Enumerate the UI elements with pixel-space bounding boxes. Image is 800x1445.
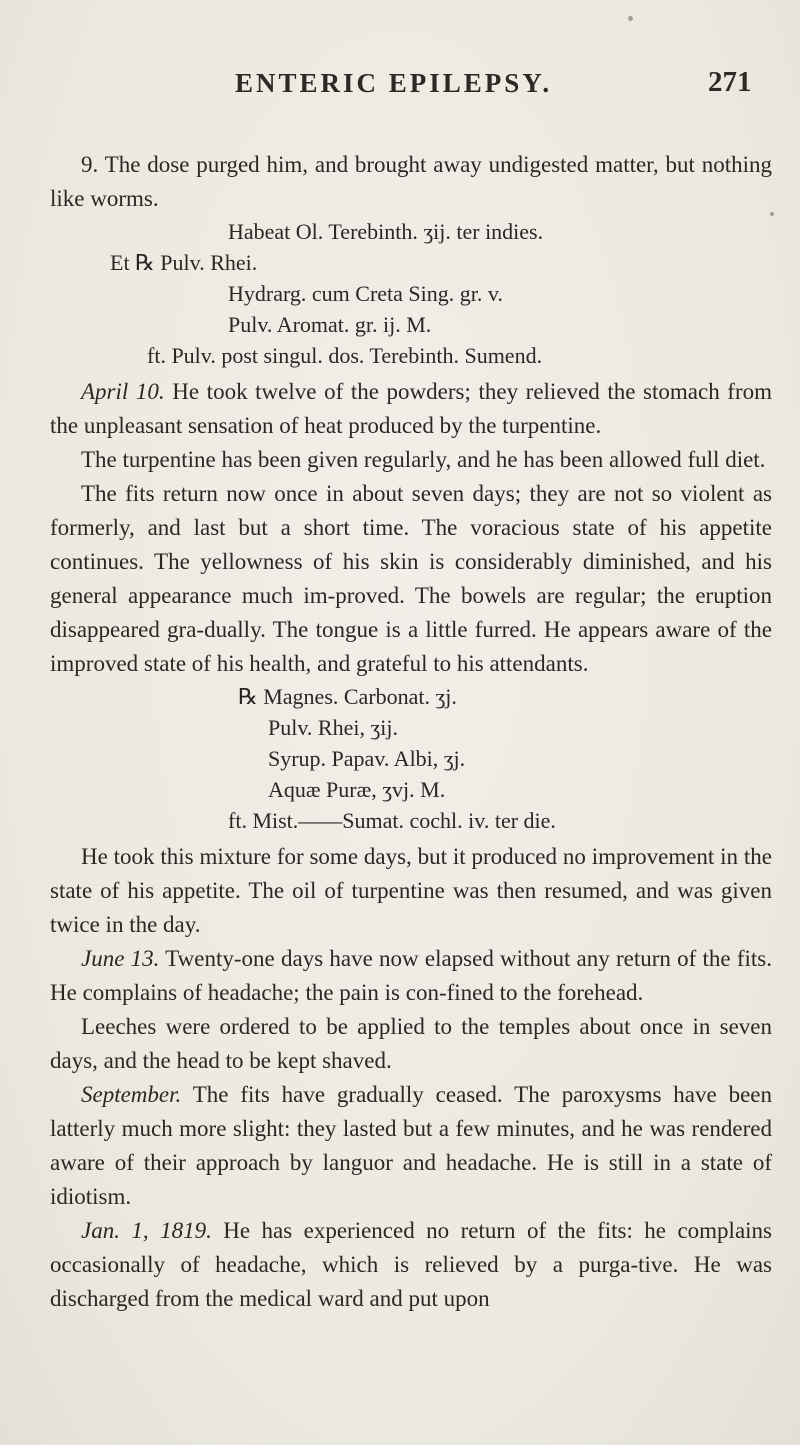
prescription-line: Hydrarg. cum Creta Sing. gr. v. <box>228 281 503 306</box>
paragraph-april-10 <box>50 375 772 443</box>
paragraph-fits-return: The fits return now once in about seven days; they are not so violent as formerly, and last but a short time. The voracious state of his appetite continues. The yellowness of his skin is considerably diminished, and his general appearance much im-proved. The bowels are regular; the eruption disappeared gra-dually. The tongue is a little furred. He appears aware of the improved state of his health, and grateful to his attendants. <box>50 481 772 676</box>
entry-text: He has experienced no return of the fits: he complains occasionally of headache, which is relieved by a purga-tive. He was discharged from the medical ward and put upon <box>50 1218 772 1311</box>
page-number: 271 <box>708 66 752 98</box>
entry-date: April 10. <box>81 379 165 404</box>
prescription-turpentine <box>50 216 772 371</box>
paragraph-dose-purged: 9. The dose purged him, and brought away undigested matter, but nothing like worms. <box>50 152 772 211</box>
page-header <box>0 68 800 108</box>
paragraph-september <box>50 1078 772 1214</box>
running-title: ENTERIC EPILEPSY. <box>235 68 553 98</box>
prescription-line: Syrup. Papav. Albi, ʒj. <box>268 746 466 771</box>
paragraph-mixture: He took this mixture for some days, but it produced no improvement in the state of his appetite. The oil of turpentine was then resumed, and was given twice in the day. <box>50 844 772 937</box>
prescription-line: ft. Pulv. post singul. dos. Terebinth. Sumend. <box>147 343 543 368</box>
prescription-line: Pulv. Aromat. gr. ij. M. <box>228 312 432 337</box>
entry-date: Jan. 1, 1819. <box>81 1218 212 1243</box>
paragraph-leeches: Leeches were ordered to be applied to the temples about once in seven days, and the head to be kept shaved. <box>50 1014 772 1073</box>
entry-text: The fits have gradually ceased. The paroxysms have been latterly much more slight: they lasted but a few minutes, and he was rendered aware of their approach by languor and headache. He is still in a state of idiotism. <box>50 1082 772 1209</box>
prescription-line: ft. Mist.——Sumat. cochl. iv. ter die. <box>228 808 556 833</box>
paragraph-turpentine-regular: The turpentine has been given regularly, and he has been allowed full diet. <box>81 447 766 472</box>
prescription-line: Et ℞ Pulv. Rhei. <box>110 250 258 275</box>
paragraph-jan-1819 <box>50 1214 772 1316</box>
paragraph-june-13 <box>50 942 772 1010</box>
prescription-line: Habeat Ol. Terebinth. ʒij. ter indies. <box>228 219 544 244</box>
prescription-line: Pulv. Rhei, ʒij. <box>268 715 398 740</box>
prescription-magnesia <box>50 681 772 836</box>
prescription-line: Aquæ Puræ, ʒvj. M. <box>268 777 446 802</box>
prescription-line: ℞ Magnes. Carbonat. ʒj. <box>238 684 457 709</box>
entry-date: September. <box>81 1082 182 1107</box>
entry-date: June 13. <box>81 946 160 971</box>
paper-speck <box>628 16 633 21</box>
body-text <box>50 148 772 1316</box>
entry-text: He took twelve of the powders; they relieved the stomach from the unpleasant sensation of heat produced by the turpentine. <box>50 379 773 438</box>
entry-text: Twenty-one days have now elapsed without any return of the fits. He complains of headache; the pain is con-fined to the forehead. <box>50 946 773 1005</box>
